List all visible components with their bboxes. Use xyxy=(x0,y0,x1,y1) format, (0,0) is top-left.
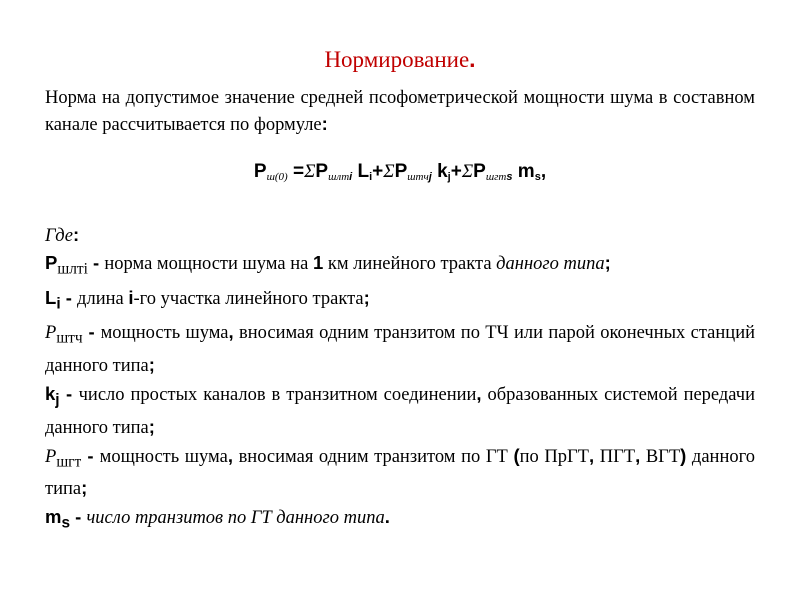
def6-sub: s xyxy=(61,515,71,533)
title-text: Нормирование xyxy=(324,47,470,72)
def5-paren-open: ( xyxy=(513,444,520,466)
def4-text-a: число простых каналов в транзитном соединении xyxy=(78,385,477,406)
def5-text-a: мощность шума xyxy=(99,446,228,467)
def3-text-a: мощность шума xyxy=(100,323,229,344)
definition-m xyxy=(45,504,755,537)
def5-text-f: данного типа xyxy=(45,446,755,500)
def1-symbol: P xyxy=(45,252,58,273)
formula-sub-shtch: штч xyxy=(407,171,429,183)
def5-text-d: ПГТ xyxy=(594,446,636,467)
def2-text-a: длина xyxy=(77,288,129,309)
def5-comma-3: , xyxy=(635,444,641,466)
formula-idx-s: s xyxy=(506,171,513,183)
def3-dash: - xyxy=(82,321,101,343)
def4-text-b: образованных системой передачи данного типа xyxy=(45,385,755,438)
def4-comma: , xyxy=(476,383,482,405)
formula-m-sub: s xyxy=(534,171,541,183)
intro-paragraph xyxy=(45,85,755,138)
slide-title xyxy=(45,44,755,75)
def5-text-b: вносимая одним транзитом по ГТ xyxy=(232,446,514,467)
formula-m: m xyxy=(512,161,535,182)
formula-plus-1: + xyxy=(372,161,384,182)
formula-plus-2: + xyxy=(450,161,462,182)
formula-sub-shlt: шлт xyxy=(328,171,350,183)
def5-text-e: ВГТ xyxy=(640,446,681,467)
definition-p-shlt xyxy=(45,250,755,283)
def3-symbol: P xyxy=(45,323,57,344)
formula-idx-j: j xyxy=(428,171,432,183)
def2-symbol: L xyxy=(45,286,57,308)
def2-text-b: -го участка линейного тракта xyxy=(133,288,364,309)
where-text: Где xyxy=(45,226,73,246)
formula-p-4: P xyxy=(473,161,486,182)
intro-text: Норма на допустимое значение средней псофометрической мощности шума в составном канале рассчитывается по формуле xyxy=(45,88,755,135)
def2-end: ; xyxy=(363,286,370,308)
def1-end: ; xyxy=(604,252,611,273)
formula-k-sub: j xyxy=(447,171,451,183)
def6-symbol: m xyxy=(45,506,62,528)
def3-end: ; xyxy=(148,354,155,376)
definition-p-shgt xyxy=(45,443,755,503)
def2-idx: i xyxy=(128,286,134,308)
definition-p-shtch xyxy=(45,319,755,379)
def3-comma: , xyxy=(228,321,234,343)
def5-paren-close: ) xyxy=(680,444,687,466)
definition-k xyxy=(45,381,755,441)
formula-sub-shgt: шгт xyxy=(485,171,507,183)
def5-symbol: P xyxy=(45,446,57,467)
def6-end: . xyxy=(384,506,390,528)
def4-sub: j xyxy=(55,391,60,409)
def1-italic: данного типа xyxy=(496,254,605,274)
def2-sub: i xyxy=(56,295,61,313)
def1-num: 1 xyxy=(312,252,324,273)
where-colon: : xyxy=(73,224,80,245)
def5-end: ; xyxy=(81,477,88,499)
formula-sigma-3: Σ xyxy=(461,161,474,182)
title-dot: . xyxy=(469,46,476,72)
def4-dash: - xyxy=(59,383,79,405)
def1-text-b: км линейного тракта xyxy=(323,254,497,274)
def1-idx: i xyxy=(83,260,88,278)
formula-end: , xyxy=(540,161,547,182)
formula-p: P xyxy=(253,161,267,182)
slide xyxy=(45,44,755,539)
def4-symbol: k xyxy=(45,383,56,405)
formula-p-2: P xyxy=(315,161,329,182)
def5-dash: - xyxy=(81,444,100,466)
formula-l-sub: i xyxy=(369,171,373,183)
formula-k: k xyxy=(431,161,448,182)
intro-colon: : xyxy=(321,113,328,134)
formula-idx-i: i xyxy=(349,171,353,183)
def3-sub: штч xyxy=(56,330,83,348)
formula-eq: = xyxy=(287,161,305,182)
def5-sub: шгт xyxy=(56,453,82,471)
def1-sub: шлт xyxy=(57,260,84,278)
where-label xyxy=(45,221,755,250)
formula-p-3: P xyxy=(394,161,408,182)
def1-dash: - xyxy=(87,252,105,273)
def1-text-a: норма мощности шума на xyxy=(104,254,313,274)
definition-l xyxy=(45,285,755,318)
def5-text-c: по ПрГТ xyxy=(519,446,589,467)
def5-comma: , xyxy=(227,444,233,466)
def2-dash: - xyxy=(60,286,78,308)
def5-comma-2: , xyxy=(588,444,595,466)
def4-end: ; xyxy=(148,415,155,437)
formula-sigma-1: Σ xyxy=(304,161,316,182)
def3-text-b: вносимая одним транзитом по ТЧ или парой оконечных станций данного типа xyxy=(45,323,755,377)
formula-sigma-2: Σ xyxy=(383,161,395,182)
def6-dash: - xyxy=(70,506,87,528)
def6-italic: число транзитов по ГТ данного типа xyxy=(86,508,385,529)
formula-sub-sh0: ш(0) xyxy=(266,171,288,183)
formula-l: L xyxy=(352,161,370,182)
formula xyxy=(45,158,755,191)
